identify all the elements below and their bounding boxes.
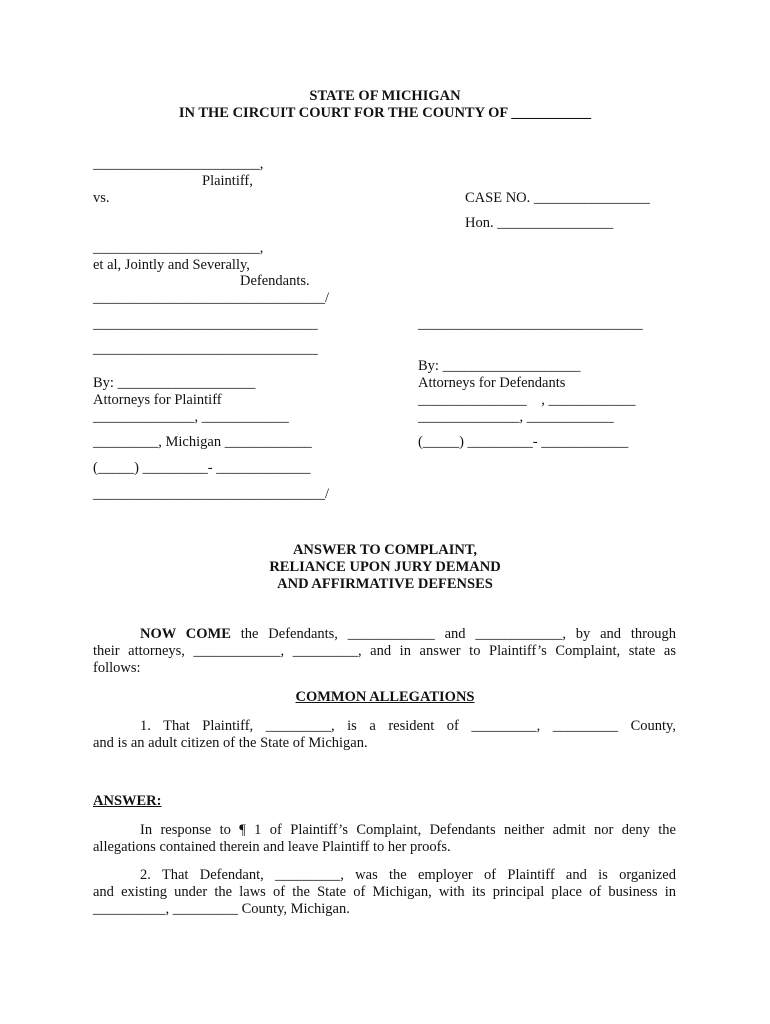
plaintiff-attorney-name-line: _______________________________	[93, 341, 318, 357]
allegation-1-line2: and is an adult citizen of the State of Michigan.	[93, 735, 368, 751]
defendant-attorney-firm-line: _______________________________	[418, 316, 643, 332]
judge-field: Hon. ________________	[465, 215, 614, 231]
intro-line3: follows:	[93, 660, 141, 676]
plaintiff-attorney-firm-line: _______________________________	[93, 316, 318, 332]
allegation-2-line3: __________, _________ County, Michigan.	[93, 901, 350, 917]
document-title-line1: ANSWER TO COMPLAINT,	[292, 542, 478, 558]
answer-1-line2: allegations contained therein and leave Plaintiff to her proofs.	[93, 839, 451, 855]
defendant-name-blank: _______________________,	[93, 240, 264, 256]
allegation-2	[93, 867, 676, 918]
defendant-attorney-address2: ______________, ____________	[418, 409, 614, 425]
court-state-heading: STATE OF MICHIGAN	[309, 88, 461, 104]
defendant-attorney-by: By: ___________________	[418, 358, 581, 374]
answer-1-line1: In response to ¶ 1 of Plaintiff’s Complaint, Defendants neither admit nor deny the	[140, 822, 676, 838]
defendant-attorney-address1: _______________ , ____________	[418, 392, 636, 408]
allegation-2-line2: and existing under the laws of the State of Michigan, with its principal place of business in	[93, 884, 676, 900]
intro-line1-text: the Defendants, ____________ and ____________, by and through	[230, 626, 676, 642]
allegation-2-line1: 2. That Defendant, _________, was the employer of Plaintiff and is organized	[140, 867, 676, 883]
plaintiff-attorney-city: _________, Michigan ____________	[93, 434, 312, 450]
plaintiff-name-blank: _______________________,	[93, 156, 264, 172]
court-county-heading: IN THE CIRCUIT COURT FOR THE COUNTY OF ___________	[178, 105, 592, 121]
plaintiff-attorney-address: ______________, ____________	[93, 409, 289, 425]
defendants-label: Defendants.	[240, 273, 310, 289]
plaintiff-attorney-phone: (_____) _________- _____________	[93, 460, 311, 476]
case-number-field: CASE NO. ________________	[465, 190, 650, 206]
answer-1	[93, 822, 676, 856]
intro-line2: their attorneys, ____________, _________, and in answer to Plaintiff’s Complaint, state as	[93, 643, 676, 659]
allegation-1	[93, 718, 676, 752]
allegation-1-line1: 1. That Plaintiff, _________, is a resident of _________, _________ County,	[140, 718, 676, 734]
et-al-label: et al, Jointly and Severally,	[93, 257, 250, 273]
plaintiff-attorneys-label: Attorneys for Plaintiff	[93, 392, 222, 408]
intro-paragraph	[93, 626, 676, 677]
common-allegations-heading: COMMON ALLEGATIONS	[295, 689, 475, 705]
caption-divider: ________________________________/	[93, 290, 330, 306]
document-title-line2: RELIANCE UPON JURY DEMAND	[269, 559, 501, 575]
answer-heading: ANSWER:	[93, 793, 162, 809]
defendant-attorneys-label: Attorneys for Defendants	[418, 375, 566, 391]
defendant-attorney-phone: (_____) _________- ____________	[418, 434, 629, 450]
plaintiff-label: Plaintiff,	[202, 173, 253, 189]
versus-label: vs.	[93, 190, 110, 206]
intro-lead: NOW COME	[140, 626, 231, 642]
attorney-block-divider: ________________________________/	[93, 486, 330, 502]
document-title-line3: AND AFFIRMATIVE DEFENSES	[277, 576, 493, 592]
plaintiff-attorney-by: By: ___________________	[93, 375, 256, 391]
intro-line1	[93, 626, 676, 643]
